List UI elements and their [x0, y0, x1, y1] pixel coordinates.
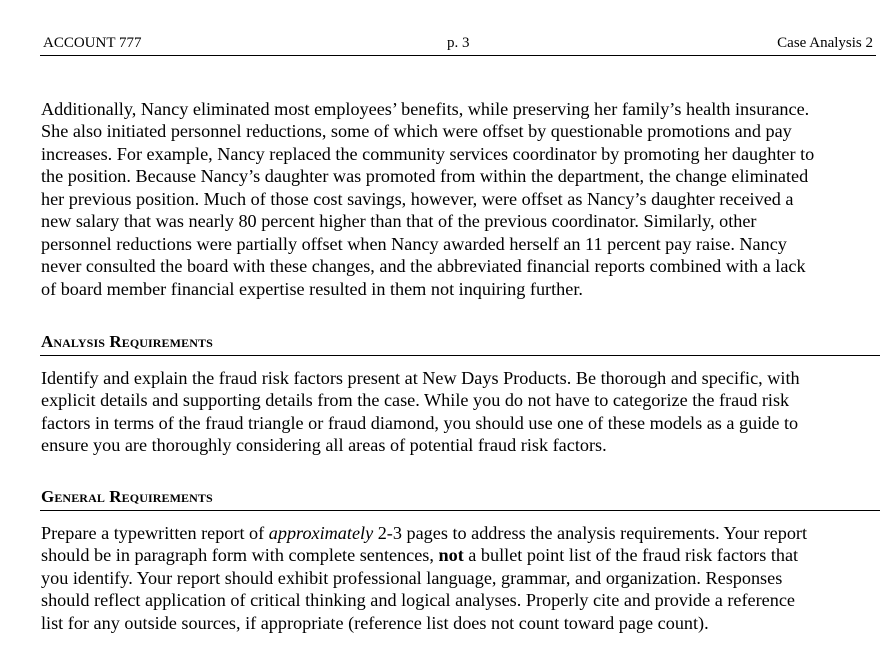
- header-course: ACCOUNT 777: [43, 35, 142, 51]
- paragraph-line: list for any outside sources, if appropriate (reference list does not count toward page count).: [41, 612, 709, 633]
- paragraph-line: of board member financial expertise resulted in them not inquiring further.: [41, 278, 583, 299]
- paragraph-line: explicit details and supporting details from the case. While you do not have to categorize the fraud risk: [41, 390, 790, 410]
- paragraph-line: Identify and explain the fraud risk factors present at New Days Products. Be thorough and specific, with: [41, 367, 800, 388]
- bold-word: not: [438, 545, 464, 565]
- text-fragment: a bullet point list of the fraud risk factors that: [463, 545, 799, 565]
- intro-paragraph: [41, 98, 881, 301]
- page-header: [40, 33, 876, 56]
- paragraph-line: personnel reductions were partially offset when Nancy awarded herself an 11 percent pay raise. Nancy: [41, 233, 787, 254]
- header-page-number: p. 3: [447, 35, 470, 51]
- analysis-requirements-heading: [40, 331, 880, 356]
- general-requirements-heading: [40, 486, 880, 511]
- general-requirements-paragraph: [41, 522, 881, 635]
- text-fragment: 2-3 pages to address the analysis requirements. Your report: [373, 522, 808, 543]
- paragraph-line: should reflect application of critical thinking and logical analyses. Properly cite and provide a reference: [41, 590, 795, 610]
- paragraph-line: [41, 544, 881, 567]
- paragraph-line: new salary that was nearly 80 percent higher than that of the previous coordinator. Similarly, other: [41, 211, 757, 231]
- section-heading-text: General Requirements: [41, 487, 213, 506]
- paragraph-line: the position. Because Nancy’s daughter was promoted from within the department, the change eliminated: [41, 166, 809, 186]
- header-doc-title: Case Analysis 2: [777, 35, 873, 51]
- text-fragment: Prepare a typewritten report of: [41, 522, 269, 543]
- paragraph-line: factors in terms of the fraud triangle or fraud diamond, you should use one of these models as a guide to: [41, 412, 799, 433]
- paragraph-line: her previous position. Much of those cost savings, however, were offset as Nancy’s daughter received a: [41, 188, 794, 209]
- paragraph-line: She also initiated personnel reductions, some of which were offset by questionable promotions and pay: [41, 121, 792, 141]
- paragraph-line: increases. For example, Nancy replaced the community services coordinator by promoting her daughter to: [41, 143, 815, 164]
- emphasized-word: approximately: [268, 522, 374, 543]
- paragraph-line: you identify. Your report should exhibit professional language, grammar, and organization. Responses: [41, 567, 783, 588]
- analysis-requirements-paragraph: [41, 367, 881, 457]
- paragraph-line: [41, 522, 881, 545]
- text-fragment: should be in paragraph form with complete sentences,: [41, 545, 439, 565]
- paragraph-line: Additionally, Nancy eliminated most employees’ benefits, while preserving her family’s health insurance.: [41, 98, 810, 119]
- paragraph-line: never consulted the board with these changes, and the abbreviated financial reports combined with a lack: [41, 256, 806, 276]
- paragraph-line: ensure you are thoroughly considering all areas of potential fraud risk factors.: [41, 435, 607, 455]
- section-heading-text: Analysis Requirements: [41, 332, 213, 351]
